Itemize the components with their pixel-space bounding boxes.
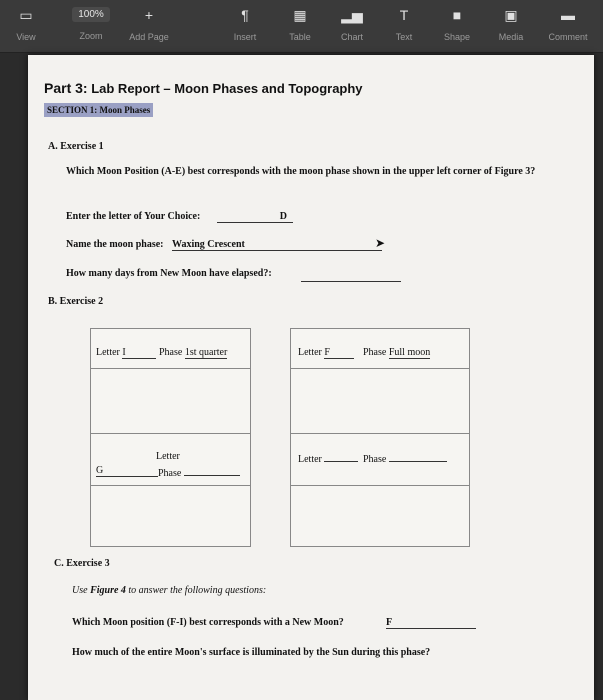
title-part: Part 3:	[44, 80, 88, 96]
zoom-button[interactable]	[62, 2, 120, 48]
zoom-label: Zoom	[79, 31, 103, 41]
box2-phase-value[interactable]: Full moon	[388, 347, 431, 358]
paragraph-icon: ¶	[241, 7, 249, 23]
text-label: Text	[395, 32, 413, 42]
comment-button[interactable]	[540, 2, 596, 48]
instruction-pre: Use	[72, 585, 88, 596]
media-icon: ▣	[504, 7, 518, 23]
comment-label: Comment	[548, 32, 588, 42]
choice-field[interactable]: D	[217, 211, 293, 223]
box2-bottom-letter	[298, 451, 358, 465]
phase-field[interactable]: Waxing Crescent	[172, 239, 382, 251]
text-icon: T	[399, 7, 409, 23]
box2-phase-label: Phase	[363, 347, 387, 358]
box1-phase	[159, 347, 227, 359]
box2-letter	[298, 347, 354, 359]
media-button[interactable]	[490, 2, 532, 48]
table-label: Table	[289, 32, 311, 42]
box1-bottom-phase	[158, 465, 240, 479]
box1-letter-value[interactable]: I	[122, 347, 156, 359]
phase-box-1-divider-mid	[90, 433, 251, 434]
exercise-a-heading: A. Exercise 1	[48, 141, 104, 152]
box1-phase-value[interactable]: 1st quarter	[184, 347, 228, 358]
box1-letter	[96, 347, 156, 359]
zoom-value: 100%	[72, 7, 110, 22]
insert-button[interactable]	[222, 2, 268, 48]
box2-bottom-phase	[363, 451, 447, 465]
box1-bottom-letter-value[interactable]: G	[96, 465, 158, 477]
days-field[interactable]	[301, 271, 401, 282]
box1-bottom-phase-label: Phase	[158, 468, 182, 479]
phase-box-2-divider-mid	[290, 433, 470, 434]
comment-icon: ▬	[561, 7, 575, 23]
exercise-c-q2-label: How much of the entire Moon's surface is illuminated by the Sun during this phase?	[72, 647, 431, 658]
box1-bottom-letter-label: Letter	[156, 451, 180, 462]
box2-bottom-letter-label: Letter	[298, 454, 322, 465]
phase-box-2-divider-top	[290, 368, 470, 369]
days-label: How many days from New Moon have elapsed?:	[66, 268, 272, 279]
shape-button[interactable]	[436, 2, 478, 48]
table-button[interactable]	[280, 2, 320, 48]
instruction-figure: Figure 4	[90, 585, 126, 596]
box2-letter-label: Letter	[298, 347, 322, 358]
shape-label: Shape	[443, 32, 471, 42]
chart-label: Chart	[340, 32, 363, 42]
view-label: View	[16, 32, 36, 42]
box1-letter-label: Letter	[96, 347, 120, 358]
insert-label: Insert	[233, 32, 257, 42]
exercise-c-q1-field[interactable]: F	[386, 617, 476, 629]
phase-box-2	[290, 328, 470, 547]
chart-button[interactable]	[332, 2, 372, 48]
table-icon: ▦	[293, 7, 307, 23]
exercise-c-instruction	[72, 585, 266, 596]
title-rest: Lab Report – Moon Phases and Topography	[91, 81, 363, 96]
phase-box-2-divider-bottom	[290, 485, 470, 486]
media-label: Media	[498, 32, 524, 42]
instruction-post: to answer the following questions:	[128, 585, 267, 596]
view-button[interactable]	[6, 2, 46, 48]
exercise-b-heading: B. Exercise 2	[48, 296, 104, 307]
phase-box-1	[90, 328, 251, 547]
text-button[interactable]	[384, 2, 424, 48]
box2-bottom-phase-label: Phase	[363, 454, 387, 465]
document-page	[28, 55, 594, 700]
box2-phase	[363, 347, 430, 359]
section-heading: SECTION 1: Moon Phases	[44, 103, 153, 117]
chart-icon: ▂▅	[341, 7, 363, 23]
exercise-c-heading: C. Exercise 3	[54, 558, 110, 569]
phase-box-1-divider-top	[90, 368, 251, 369]
choice-label: Enter the letter of Your Choice:	[66, 211, 201, 222]
app-toolbar	[0, 0, 603, 53]
page-title	[44, 80, 363, 96]
add-page-button[interactable]	[122, 2, 176, 48]
shape-icon: ■	[452, 7, 462, 23]
exercise-a-question: Which Moon Position (A-E) best corresponds with the moon phase shown in the upper left corner of Figure 3?	[66, 166, 536, 177]
box2-bottom-phase-field[interactable]	[389, 451, 447, 462]
sidebar-icon: ▭	[19, 7, 33, 23]
phase-label	[66, 239, 164, 250]
box2-bottom-letter-field[interactable]	[324, 451, 358, 462]
add-page-label: Add Page	[129, 32, 169, 42]
box2-letter-value[interactable]: F	[324, 347, 354, 359]
box1-phase-label: Phase	[159, 347, 183, 358]
plus-icon: +	[144, 7, 154, 23]
exercise-c-q1-label: Which Moon position (F-I) best corresponds with a New Moon?	[72, 617, 344, 628]
box1-bottom-phase-field[interactable]	[184, 465, 240, 476]
mouse-cursor-icon: ➤	[375, 236, 386, 250]
phase-label-text: Name the moon phase:	[66, 239, 164, 250]
phase-box-1-divider-bottom	[90, 485, 251, 486]
